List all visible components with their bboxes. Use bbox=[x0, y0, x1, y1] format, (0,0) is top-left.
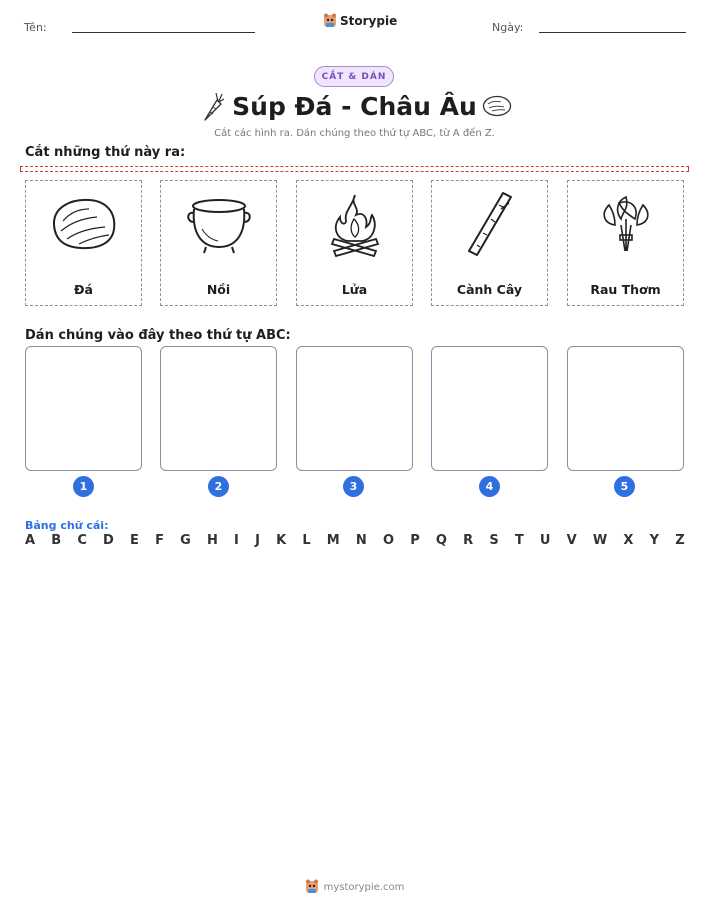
cut-card-label: Nồi bbox=[206, 282, 231, 297]
alphabet-letter: E bbox=[130, 533, 139, 548]
stone-icon bbox=[49, 189, 119, 259]
fire-icon bbox=[320, 189, 390, 259]
alphabet-letter: W bbox=[592, 533, 608, 548]
paste-box-5[interactable] bbox=[567, 346, 684, 471]
alphabet-letter: H bbox=[206, 533, 218, 548]
alphabet-letter: Q bbox=[435, 533, 447, 548]
alphabet-letter: M bbox=[326, 533, 340, 548]
alphabet-letter: U bbox=[539, 533, 551, 548]
alphabet-letter: I bbox=[234, 533, 239, 548]
alphabet-letter: F bbox=[155, 533, 164, 548]
alphabet-letter: R bbox=[463, 533, 474, 548]
cut-card-fire[interactable] bbox=[296, 180, 413, 306]
paste-box-2[interactable] bbox=[160, 346, 277, 471]
alphabet-letter: Y bbox=[649, 533, 660, 548]
alphabet-letter: S bbox=[489, 533, 499, 548]
alphabet-letter: T bbox=[514, 533, 524, 548]
paste-box-1[interactable] bbox=[25, 346, 142, 471]
cut-card-herbs[interactable] bbox=[567, 180, 684, 306]
pot-icon bbox=[184, 189, 254, 259]
cut-card-label: Đá bbox=[74, 282, 93, 297]
alphabet-letter: B bbox=[51, 533, 62, 548]
alphabet-letter: O bbox=[382, 533, 395, 548]
storypie-logo bbox=[323, 13, 397, 29]
paste-number-4: 4 bbox=[479, 476, 500, 497]
paste-number-1: 1 bbox=[73, 476, 94, 497]
logo-text: Storypie bbox=[340, 14, 398, 28]
alphabet-letter: V bbox=[566, 533, 577, 548]
alphabet-letter: A bbox=[25, 533, 36, 548]
paste-box-3[interactable] bbox=[296, 346, 413, 471]
alphabet-label: Bảng chữ cái: bbox=[25, 519, 109, 532]
stone-decoration-icon bbox=[482, 95, 512, 117]
cut-card-label: Rau Thơm bbox=[590, 282, 661, 297]
alphabet-letter: Z bbox=[675, 533, 685, 548]
cut-line bbox=[20, 166, 689, 172]
footer bbox=[0, 879, 709, 895]
herbs-icon bbox=[591, 189, 661, 259]
page-title: Súp Đá - Châu Âu bbox=[232, 92, 477, 121]
paste-number-5: 5 bbox=[614, 476, 635, 497]
storypie-mascot-icon bbox=[323, 13, 337, 29]
cut-card-label: Lửa bbox=[341, 282, 368, 297]
cut-card-pot[interactable] bbox=[160, 180, 277, 306]
cut-card-stick[interactable] bbox=[431, 180, 548, 306]
storypie-mascot-icon bbox=[305, 879, 319, 895]
alphabet-letter: D bbox=[103, 533, 114, 548]
activity-badge: CẮT & DÁN bbox=[314, 66, 394, 87]
alphabet-letter: L bbox=[302, 533, 311, 548]
cut-section-title: Cắt những thứ này ra: bbox=[25, 145, 186, 160]
alphabet-row bbox=[25, 533, 685, 548]
alphabet-letter: X bbox=[623, 533, 634, 548]
name-line[interactable] bbox=[72, 32, 255, 33]
paste-box-4[interactable] bbox=[431, 346, 548, 471]
name-label: Tên: bbox=[24, 21, 47, 34]
paste-number-3: 3 bbox=[343, 476, 364, 497]
stick-icon bbox=[455, 189, 525, 259]
cut-card-stone[interactable] bbox=[25, 180, 142, 306]
cut-card-label: Cành Cây bbox=[456, 282, 523, 297]
footer-url[interactable]: mystorypie.com bbox=[323, 881, 405, 893]
alphabet-letter: G bbox=[180, 533, 191, 548]
instructions: Cắt các hình ra. Dán chúng theo thứ tự ABC, từ A đến Z. bbox=[214, 128, 495, 139]
alphabet-letter: K bbox=[276, 533, 287, 548]
paste-section-title: Dán chúng vào đây theo thứ tự ABC: bbox=[25, 328, 291, 343]
date-line[interactable] bbox=[539, 32, 686, 33]
alphabet-letter: C bbox=[77, 533, 87, 548]
alphabet-letter: P bbox=[410, 533, 420, 548]
alphabet-letter: N bbox=[355, 533, 367, 548]
date-label: Ngày: bbox=[492, 21, 524, 34]
alphabet-letter: J bbox=[255, 533, 260, 548]
paste-number-2: 2 bbox=[208, 476, 229, 497]
